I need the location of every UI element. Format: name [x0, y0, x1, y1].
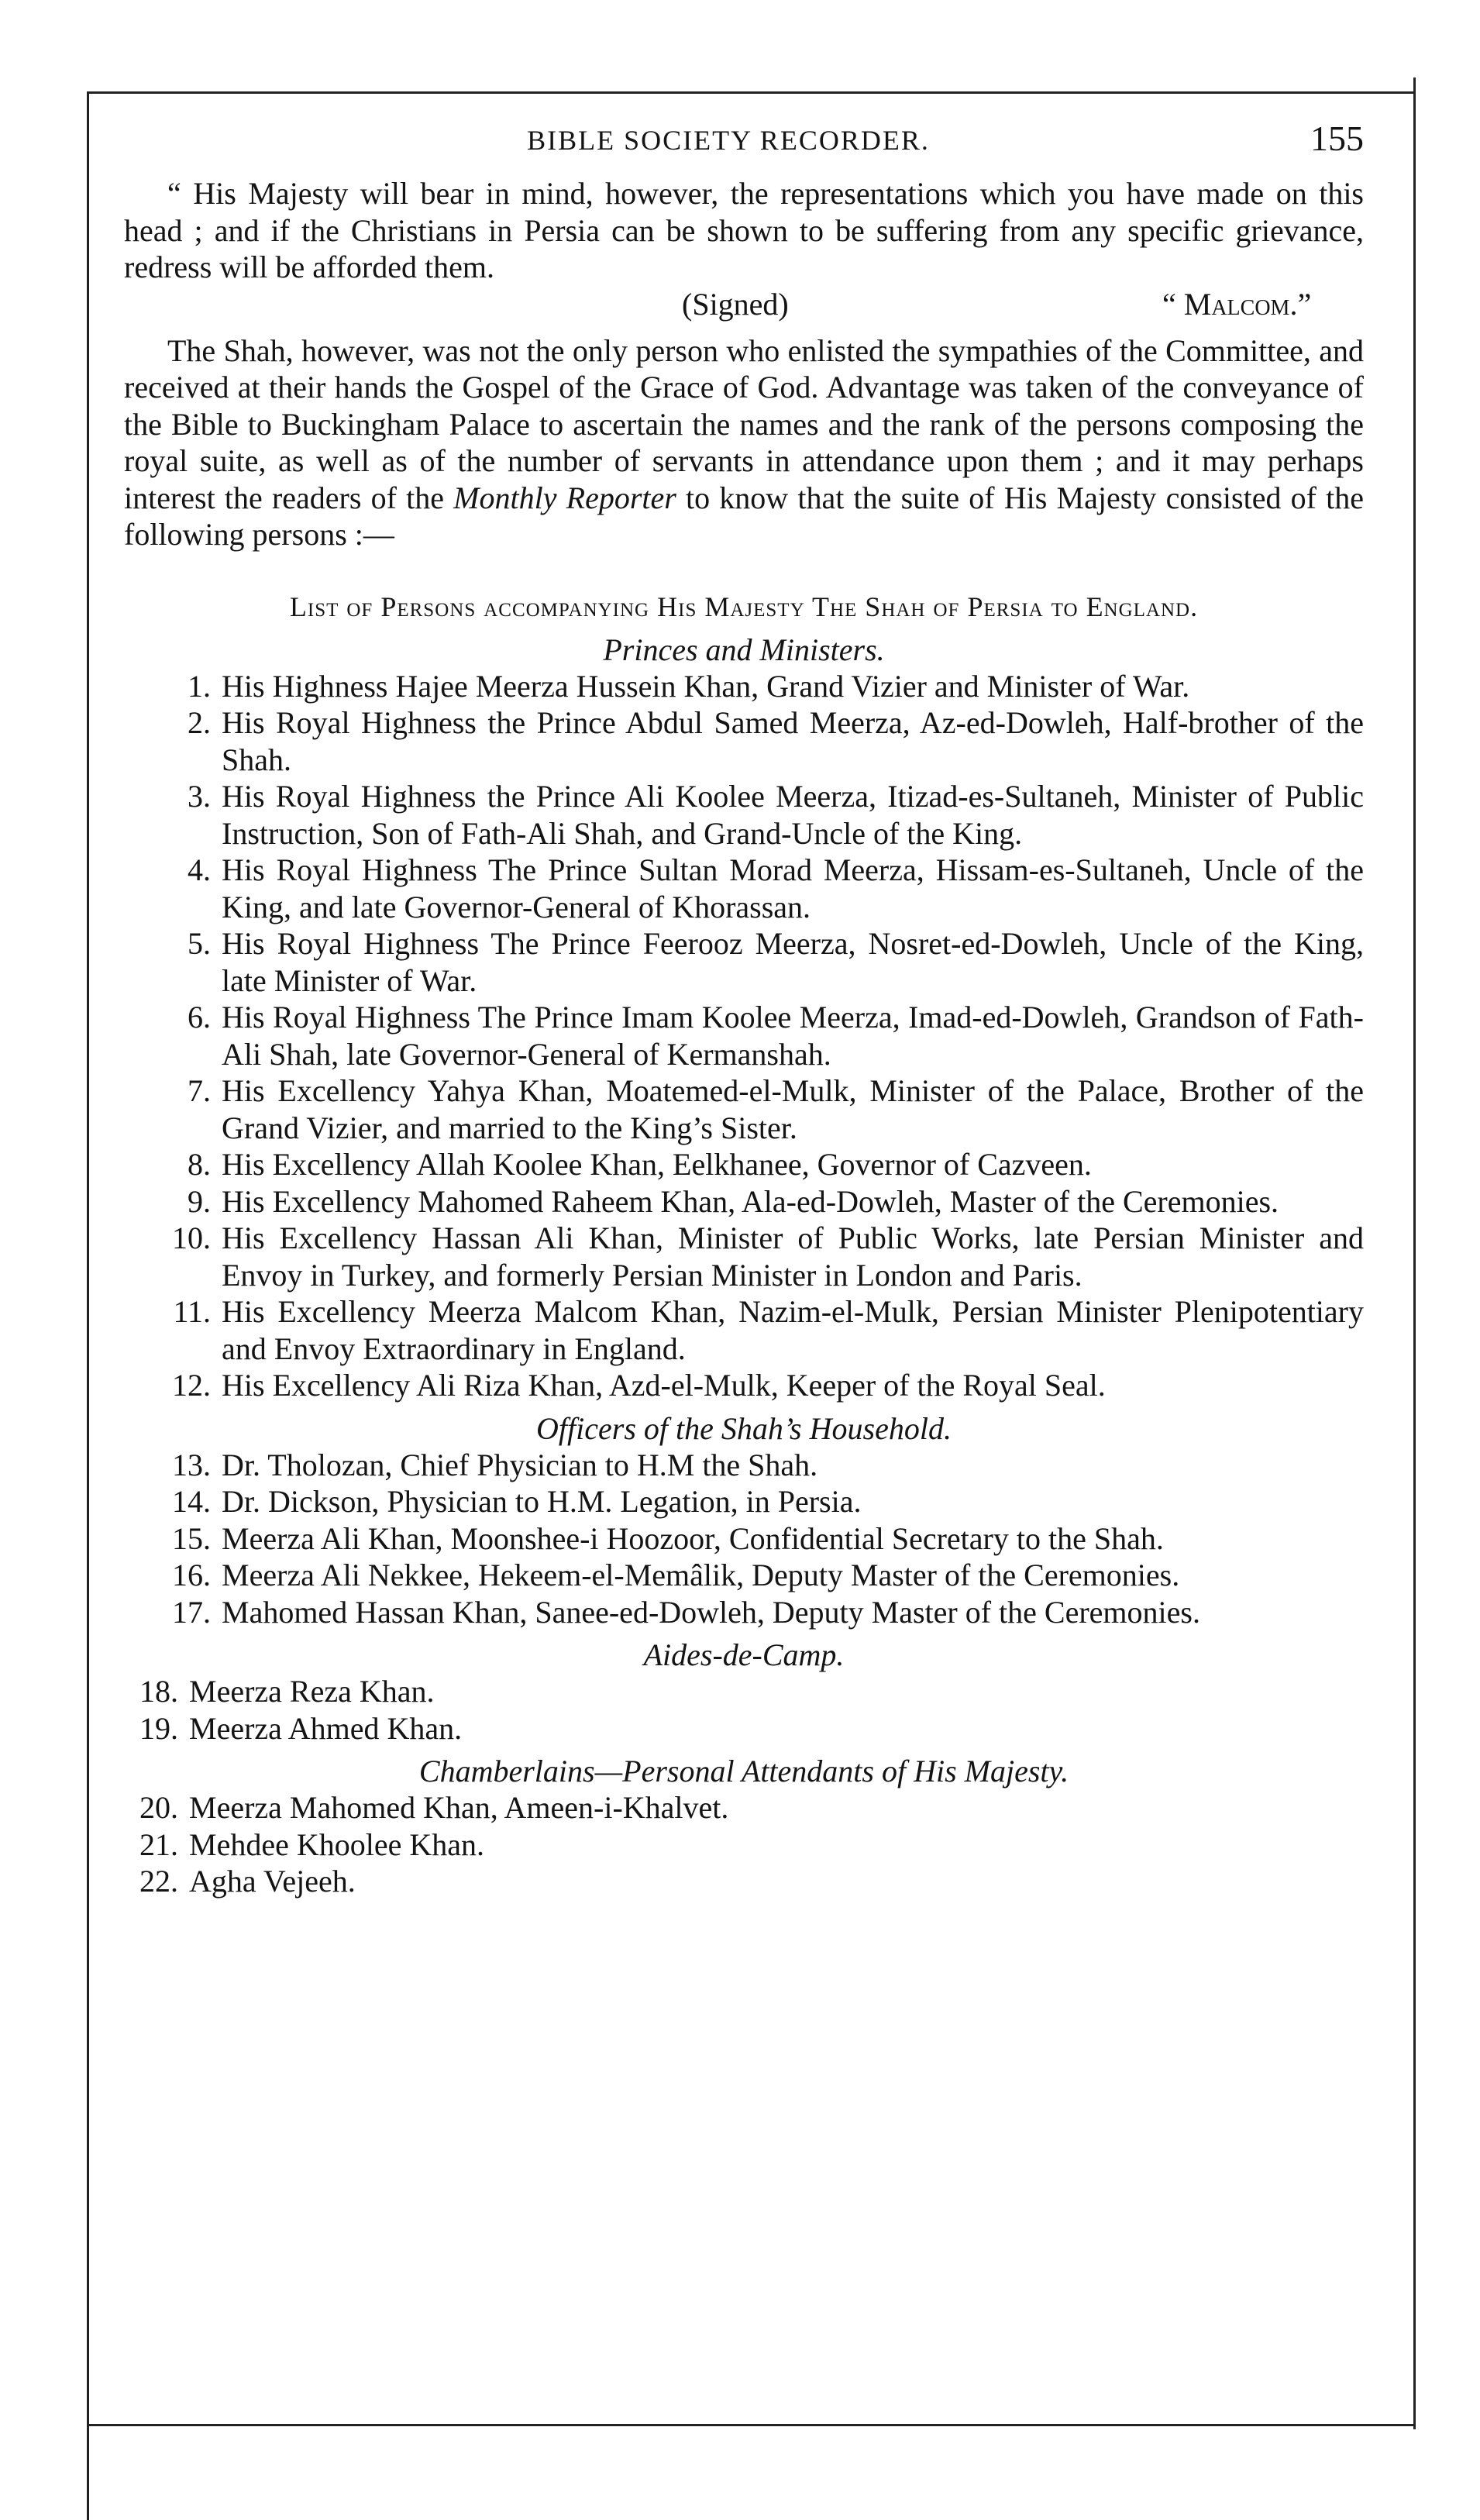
item-text: Meerza Ahmed Khan. — [189, 1710, 463, 1746]
item-text: Meerza Mahomed Khan, Ameen-i-Khalvet. — [189, 1790, 729, 1825]
item-number: 4. — [188, 852, 211, 887]
item-text: Dr. Tholozan, Chief Physician to H.M the Shah. — [222, 1447, 818, 1482]
item-number: 17. — [172, 1594, 211, 1630]
item-text: His Excellency Yahya Khan, Moatemed-el-Mulk, Minister of the Palace, Brother of the Grand Vizier, and married to the King’s Sister. — [222, 1073, 1364, 1145]
list-item — [124, 778, 1364, 852]
item-number: 11. — [173, 1294, 211, 1329]
item-text: His Royal Highness the Prince Abdul Samed Meerza, Az-ed-Dowleh, Half-brother of the Shah. — [222, 705, 1364, 777]
list-item — [124, 1826, 1364, 1864]
item-number: 9. — [188, 1183, 211, 1219]
person-list — [124, 1673, 1364, 1747]
list-item — [124, 1594, 1364, 1631]
item-text: Meerza Reza Khan. — [189, 1674, 435, 1709]
list-item — [124, 999, 1364, 1072]
item-number: 6. — [188, 1000, 211, 1035]
list-item — [124, 1367, 1364, 1404]
item-number: 8. — [188, 1147, 211, 1182]
section-heading: Chamberlains—Personal Attendants of His Majesty. — [418, 1754, 1069, 1788]
item-number: 1. — [188, 668, 211, 704]
page-frame-left-rule — [87, 91, 89, 2520]
item-text: His Royal Highness The Prince Sultan Morad Meerza, Hissam-es-Sultaneh, Uncle of the King, and late Governor-General of Khorassan. — [222, 852, 1364, 924]
item-number: 20. — [139, 1790, 178, 1825]
item-number: 7. — [188, 1073, 211, 1108]
item-text: His Excellency Allah Koolee Khan, Eelkhanee, Governor of Cazveen. — [222, 1147, 1092, 1182]
running-head — [124, 119, 1364, 175]
list-item — [124, 925, 1364, 999]
item-text: His Excellency Hassan Ali Khan, Minister of Public Works, late Persian Minister and Envoy in Turkey, and formerly Persian Minister in London and Paris. — [222, 1220, 1364, 1293]
item-number: 12. — [172, 1368, 211, 1403]
section-heading: Princes and Ministers. — [603, 632, 885, 667]
list-item — [124, 704, 1364, 778]
item-number: 2. — [188, 705, 211, 740]
item-text: Meerza Ali Nekkee, Hekeem-el-Memâlik, Deputy Master of the Ceremonies. — [222, 1558, 1180, 1592]
body-paragraph-text-start: The Shah, however, was not the only person who enlisted the sympathies of the Committee, and received at their hands the Gospel of the Grace of God. Advantage was taken of the conveyance of the Bible to Buckingham Palace to ascertain the names and the rank of the persons composing the royal suite, as well as of the number of servants in attendance upon them ; and it may perhaps interest the readers of the — [124, 332, 1364, 515]
item-text: His Excellency Meerza Malcom Khan, Nazim-el-Mulk, Persian Minister Plenipotentiary and Envoy Extraordinary in England. — [222, 1294, 1364, 1366]
item-number: 5. — [188, 926, 211, 961]
page-frame-right-rule — [1413, 77, 1416, 2429]
page-frame-bottom-rule — [87, 2424, 1416, 2426]
item-number: 15. — [172, 1520, 211, 1556]
list-item — [124, 1447, 1364, 1484]
section-aides-de-camp — [124, 1637, 1364, 1747]
item-text: Mahomed Hassan Khan, Sanee-ed-Dowleh, Deputy Master of the Ceremonies. — [222, 1594, 1200, 1630]
list-item — [124, 1789, 1364, 1826]
list-item — [124, 1072, 1364, 1146]
section-chamberlains — [124, 1753, 1364, 1900]
signature-signed-label: (Signed) — [682, 286, 789, 322]
section-princes-and-ministers — [124, 632, 1364, 1404]
person-list — [124, 1447, 1364, 1631]
list-item — [124, 1293, 1364, 1367]
body-paragraph — [124, 332, 1364, 553]
item-text: Meerza Ali Khan, Moonshee-i Hoozoor, Confidential Secretary to the Shah. — [222, 1520, 1164, 1556]
list-item — [124, 1710, 1364, 1747]
item-text: Dr. Dickson, Physician to H.M. Legation, in Persia. — [222, 1484, 862, 1519]
item-text: His Royal Highness the Prince Ali Koolee Meerza, Itizad-es-Sultaneh, Minister of Public Instruction, Son of Fath-Ali Shah, and Grand-Uncle of the King. — [222, 779, 1364, 851]
person-list — [124, 1789, 1364, 1900]
list-item — [124, 1520, 1364, 1558]
item-number: 18. — [139, 1674, 178, 1709]
running-title: BIBLE SOCIETY RECORDER. — [527, 125, 930, 156]
list-item — [124, 1557, 1364, 1594]
item-number: 10. — [172, 1220, 211, 1255]
body-paragraph-text-end: to know that the suite of His Majesty consisted of the following persons :— — [124, 480, 1364, 552]
item-text: Agha Vejeeh. — [189, 1864, 356, 1899]
section-heading: Aides-de-Camp. — [643, 1637, 845, 1672]
section-officers-of-household — [124, 1410, 1364, 1631]
page-number: 155 — [1310, 119, 1364, 158]
list-heading: List of Persons accompanying His Majesty The Shah of Persia to England. — [289, 590, 1199, 622]
list-item — [124, 1183, 1364, 1220]
publication-title: Monthly Reporter — [453, 480, 676, 515]
person-list — [124, 668, 1364, 1404]
item-text: His Royal Highness The Prince Imam Koolee Meerza, Imad-ed-Dowleh, Grandson of Fath-Ali Shah, late Governor-General of Kermanshah. — [222, 1000, 1364, 1072]
item-number: 14. — [172, 1484, 211, 1519]
item-number: 3. — [188, 779, 211, 814]
list-item — [124, 668, 1364, 705]
item-number: 13. — [172, 1447, 211, 1482]
list-item — [124, 1673, 1364, 1710]
page-content — [124, 119, 1364, 1900]
item-number: 16. — [172, 1558, 211, 1592]
section-heading: Officers of the Shah’s Household. — [536, 1410, 952, 1446]
item-number: 19. — [139, 1710, 178, 1746]
signature-line — [124, 286, 1364, 325]
item-text: Mehdee Khoolee Khan. — [189, 1826, 484, 1862]
page-frame-top-rule — [87, 91, 1416, 94]
quoted-letter-paragraph: “ His Majesty will bear in mind, however, the representations which you have made on this head ; and if the Christians in Persia can be shown to be suffering from any specific grievance, redress will be afforded them. — [124, 176, 1364, 284]
list-item — [124, 1863, 1364, 1900]
item-text: His Royal Highness The Prince Feerooz Meerza, Nosret-ed-Dowleh, Uncle of the King, late Minister of War. — [222, 926, 1364, 998]
item-text: His Excellency Mahomed Raheem Khan, Ala-ed-Dowleh, Master of the Ceremonies. — [222, 1183, 1279, 1219]
item-text: His Excellency Ali Riza Khan, Azd-el-Mulk, Keeper of the Royal Seal. — [222, 1368, 1106, 1403]
list-item — [124, 1146, 1364, 1183]
item-text: His Highness Hajee Meerza Hussein Khan, Grand Vizier and Minister of War. — [222, 668, 1190, 704]
list-item — [124, 1483, 1364, 1520]
list-item — [124, 1220, 1364, 1293]
list-item — [124, 852, 1364, 925]
item-number: 22. — [139, 1864, 178, 1899]
item-number: 21. — [139, 1826, 178, 1862]
signature-name: “ Malcom.” — [1162, 286, 1312, 322]
